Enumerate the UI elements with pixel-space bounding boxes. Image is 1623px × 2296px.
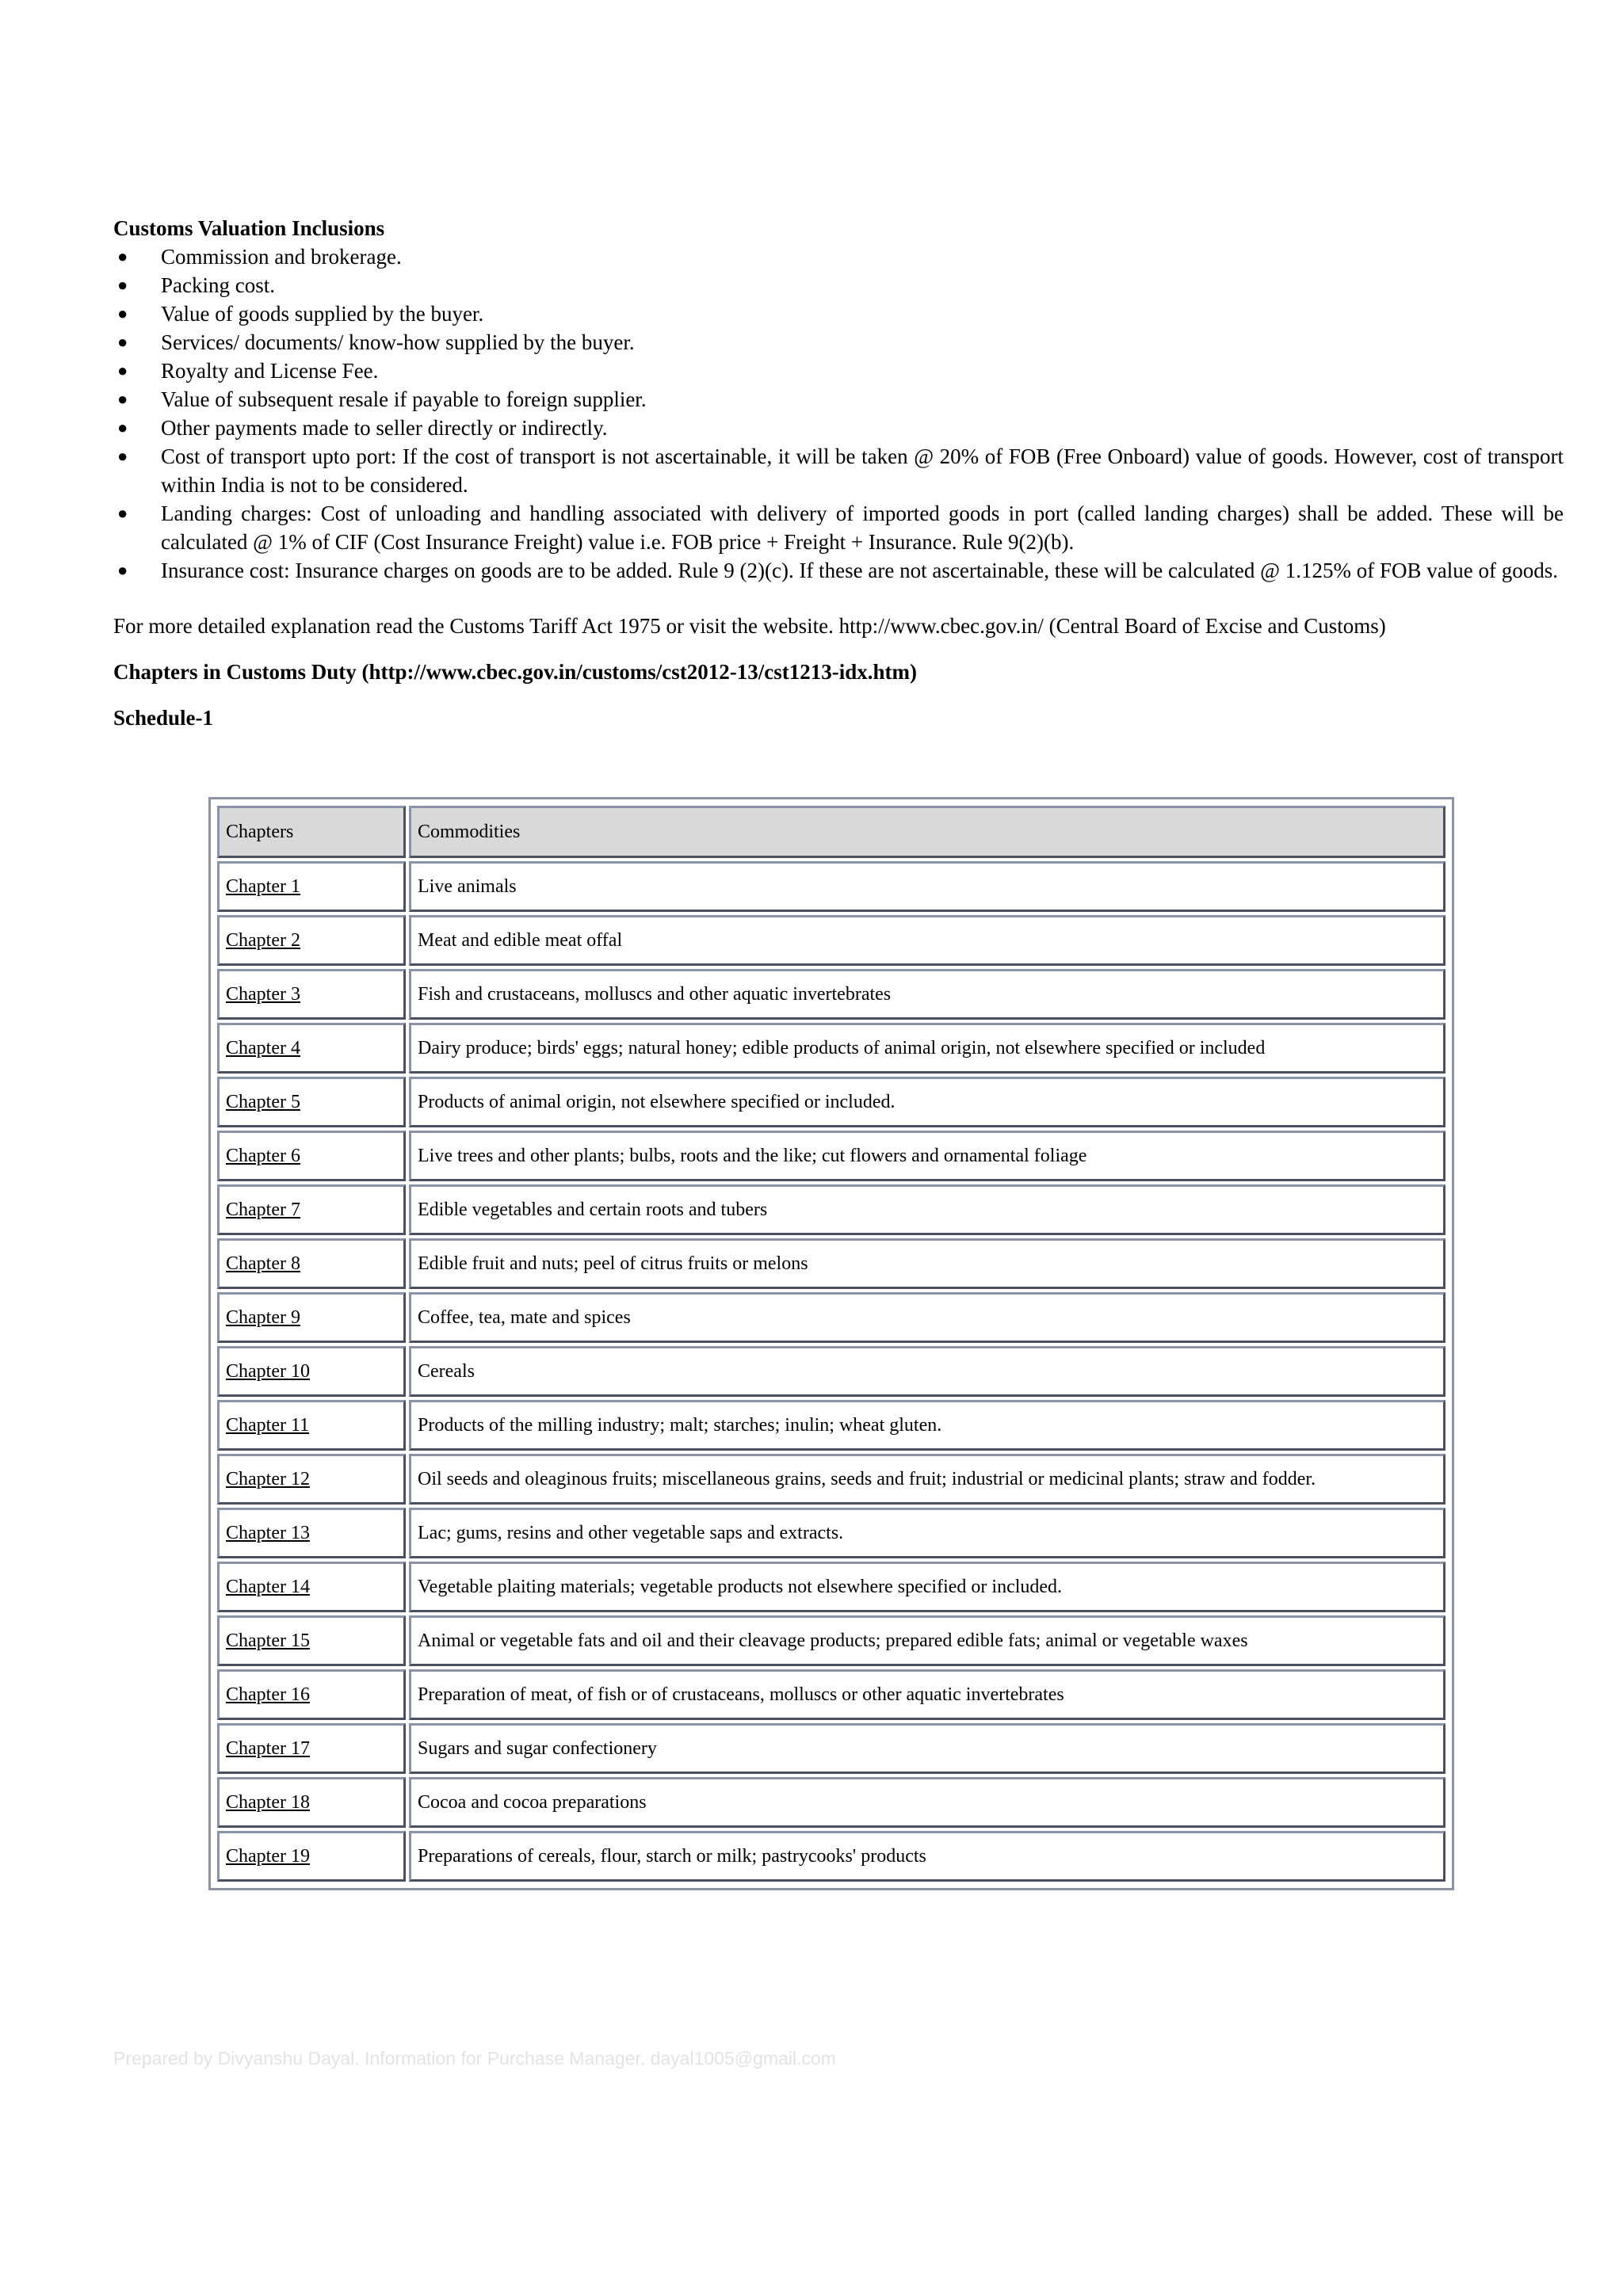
commodity-cell: Products of animal origin, not elsewhere specified or included. (409, 1077, 1445, 1127)
schedule-title: Schedule-1 (113, 706, 214, 730)
chapter-link[interactable]: Chapter 19 (226, 1845, 310, 1867)
valuation-inclusions-list (113, 242, 1564, 585)
chapter-link[interactable]: Chapter 8 (226, 1253, 300, 1274)
table-row (217, 1346, 1445, 1397)
more-info-paragraph: For more detailed explanation read the Customs Tariff Act 1975 or visit the website. http://www.cbec.gov.in/ (Central Board of Excise and Customs) (113, 614, 1386, 638)
table-row (217, 1723, 1445, 1774)
bullet-icon: ● (117, 418, 128, 437)
list-item: ● Cost of transport upto port: If the cost of transport is not ascertainable, it will be taken @ 20% of FOB (Free Onboard) value of goods. However, cost of transport within India is not to be considered. (113, 442, 1564, 499)
bullet-icon: ● (117, 332, 128, 352)
list-item: ● Insurance cost: Insurance charges on goods are to be added. Rule 9 (2)(c). If these are not ascertainable, these will be calculated @ 1.125% of FOB value of goods. (113, 556, 1564, 585)
commodity-cell: Live animals (409, 861, 1445, 912)
bullet-icon: ● (117, 389, 128, 409)
footer-watermark: Prepared by Divyanshu Dayal. Information for Purchase Manager. dayal1005@gmail.com (113, 2048, 836, 2069)
chapter-link[interactable]: Chapter 14 (226, 1576, 310, 1597)
commodity-cell: Oil seeds and oleaginous fruits; miscellaneous grains, seeds and fruit; industrial or medicinal plants; straw and fodder. (409, 1454, 1445, 1505)
table-row (217, 1400, 1445, 1451)
commodity-cell: Dairy produce; birds' eggs; natural honey; edible products of animal origin, not elsewhere specified or included (409, 1023, 1445, 1074)
chapter-link[interactable]: Chapter 10 (226, 1360, 310, 1382)
chapter-cell (217, 969, 406, 1020)
list-item: ● Landing charges: Cost of unloading and handling associated with delivery of imported goods in port (called landing charges) shall be added. These will be calculated @ 1% of CIF (Cost Insurance Freight) value i.e. FOB price + Freight + Insurance. Rule 9(2)(b). (113, 499, 1564, 556)
commodity-cell: Sugars and sugar confectionery (409, 1723, 1445, 1774)
chapter-link[interactable]: Chapter 16 (226, 1684, 310, 1705)
chapter-cell (217, 861, 406, 912)
chapter-link[interactable]: Chapter 3 (226, 983, 300, 1005)
chapter-link[interactable]: Chapter 18 (226, 1791, 310, 1813)
header-chapters: Chapters (217, 806, 406, 858)
chapters-table (214, 803, 1449, 1885)
chapter-link[interactable]: Chapter 4 (226, 1037, 300, 1058)
table-row (217, 1454, 1445, 1505)
table-row (217, 915, 1445, 966)
chapter-link[interactable]: Chapter 15 (226, 1630, 310, 1651)
chapter-link[interactable]: Chapter 7 (226, 1199, 300, 1220)
commodity-cell: Fish and crustaceans, molluscs and other aquatic invertebrates (409, 969, 1445, 1020)
table-row (217, 1669, 1445, 1720)
chapter-cell (217, 1023, 406, 1074)
commodity-cell: Live trees and other plants; bulbs, roots and the like; cut flowers and ornamental foliage (409, 1131, 1445, 1181)
commodity-cell: Preparations of cereals, flour, starch or milk; pastrycooks' products (409, 1831, 1445, 1882)
chapter-cell (217, 1508, 406, 1558)
commodity-cell: Lac; gums, resins and other vegetable saps and extracts. (409, 1508, 1445, 1558)
bullet-icon: ● (117, 275, 128, 295)
commodity-cell: Coffee, tea, mate and spices (409, 1292, 1445, 1343)
table-row (217, 1292, 1445, 1343)
section-title-valuation: Customs Valuation Inclusions (113, 216, 385, 240)
chapter-link[interactable]: Chapter 13 (226, 1522, 310, 1543)
bullet-icon: ● (117, 246, 128, 266)
chapter-cell (217, 1184, 406, 1235)
chapter-link[interactable]: Chapter 5 (226, 1091, 300, 1112)
table-row (217, 969, 1445, 1020)
table-header-row (217, 806, 1445, 858)
commodity-cell: Meat and edible meat offal (409, 915, 1445, 966)
chapter-cell (217, 1562, 406, 1612)
table-row (217, 1077, 1445, 1127)
chapter-link[interactable]: Chapter 6 (226, 1145, 300, 1166)
chapter-cell (217, 1131, 406, 1181)
chapter-cell (217, 1292, 406, 1343)
section-title-chapters: Chapters in Customs Duty (http://www.cbec.gov.in/customs/cst2012-13/cst1213-idx.htm) (113, 660, 917, 684)
list-item: ● Other payments made to seller directly or indirectly. (113, 414, 1564, 442)
chapter-cell (217, 1238, 406, 1289)
header-commodities: Commodities (409, 806, 1445, 858)
table-row (217, 1508, 1445, 1558)
chapter-link[interactable]: Chapter 2 (226, 929, 300, 951)
chapter-cell (217, 1454, 406, 1505)
bullet-icon: ● (117, 503, 128, 523)
commodity-cell: Cocoa and cocoa preparations (409, 1777, 1445, 1828)
document-body (113, 214, 1564, 732)
list-item: ● Services/ documents/ know-how supplied by the buyer. (113, 328, 1564, 357)
commodity-cell: Edible vegetables and certain roots and tubers (409, 1184, 1445, 1235)
chapter-cell (217, 1831, 406, 1882)
bullet-icon: ● (117, 560, 128, 580)
table-row (217, 1831, 1445, 1882)
chapter-cell (217, 1615, 406, 1666)
list-item: ● Value of subsequent resale if payable to foreign supplier. (113, 385, 1564, 414)
commodity-cell: Edible fruit and nuts; peel of citrus fruits or melons (409, 1238, 1445, 1289)
chapter-link[interactable]: Chapter 12 (226, 1468, 310, 1489)
table-row (217, 1184, 1445, 1235)
chapter-cell (217, 1077, 406, 1127)
chapter-cell (217, 1777, 406, 1828)
table-row (217, 861, 1445, 912)
chapter-cell (217, 1669, 406, 1720)
commodity-cell: Preparation of meat, of fish or of crustaceans, molluscs or other aquatic invertebrates (409, 1669, 1445, 1720)
table-row (217, 1238, 1445, 1289)
bullet-icon: ● (117, 303, 128, 323)
commodity-cell: Animal or vegetable fats and oil and their cleavage products; prepared edible fats; animal or vegetable waxes (409, 1615, 1445, 1666)
chapter-cell (217, 915, 406, 966)
chapter-link[interactable]: Chapter 9 (226, 1306, 300, 1328)
chapter-link[interactable]: Chapter 11 (226, 1414, 310, 1436)
table-row (217, 1131, 1445, 1181)
commodity-cell: Vegetable plaiting materials; vegetable products not elsewhere specified or included. (409, 1562, 1445, 1612)
chapter-cell (217, 1723, 406, 1774)
table-row (217, 1562, 1445, 1612)
list-item: ● Packing cost. (113, 271, 1564, 299)
table-row (217, 1615, 1445, 1666)
bullet-icon: ● (117, 360, 128, 380)
table-row (217, 1023, 1445, 1074)
table-row (217, 1777, 1445, 1828)
chapter-cell (217, 1400, 406, 1451)
commodity-cell: Products of the milling industry; malt; starches; inulin; wheat gluten. (409, 1400, 1445, 1451)
list-item: ● Commission and brokerage. (113, 242, 1564, 271)
chapter-link[interactable]: Chapter 1 (226, 875, 300, 897)
list-item: ● Royalty and License Fee. (113, 357, 1564, 385)
list-item: ● Value of goods supplied by the buyer. (113, 299, 1564, 328)
bullet-icon: ● (117, 446, 128, 466)
chapter-link[interactable]: Chapter 17 (226, 1737, 310, 1759)
commodity-cell: Cereals (409, 1346, 1445, 1397)
chapter-cell (217, 1346, 406, 1397)
chapters-table-frame (208, 797, 1454, 1890)
